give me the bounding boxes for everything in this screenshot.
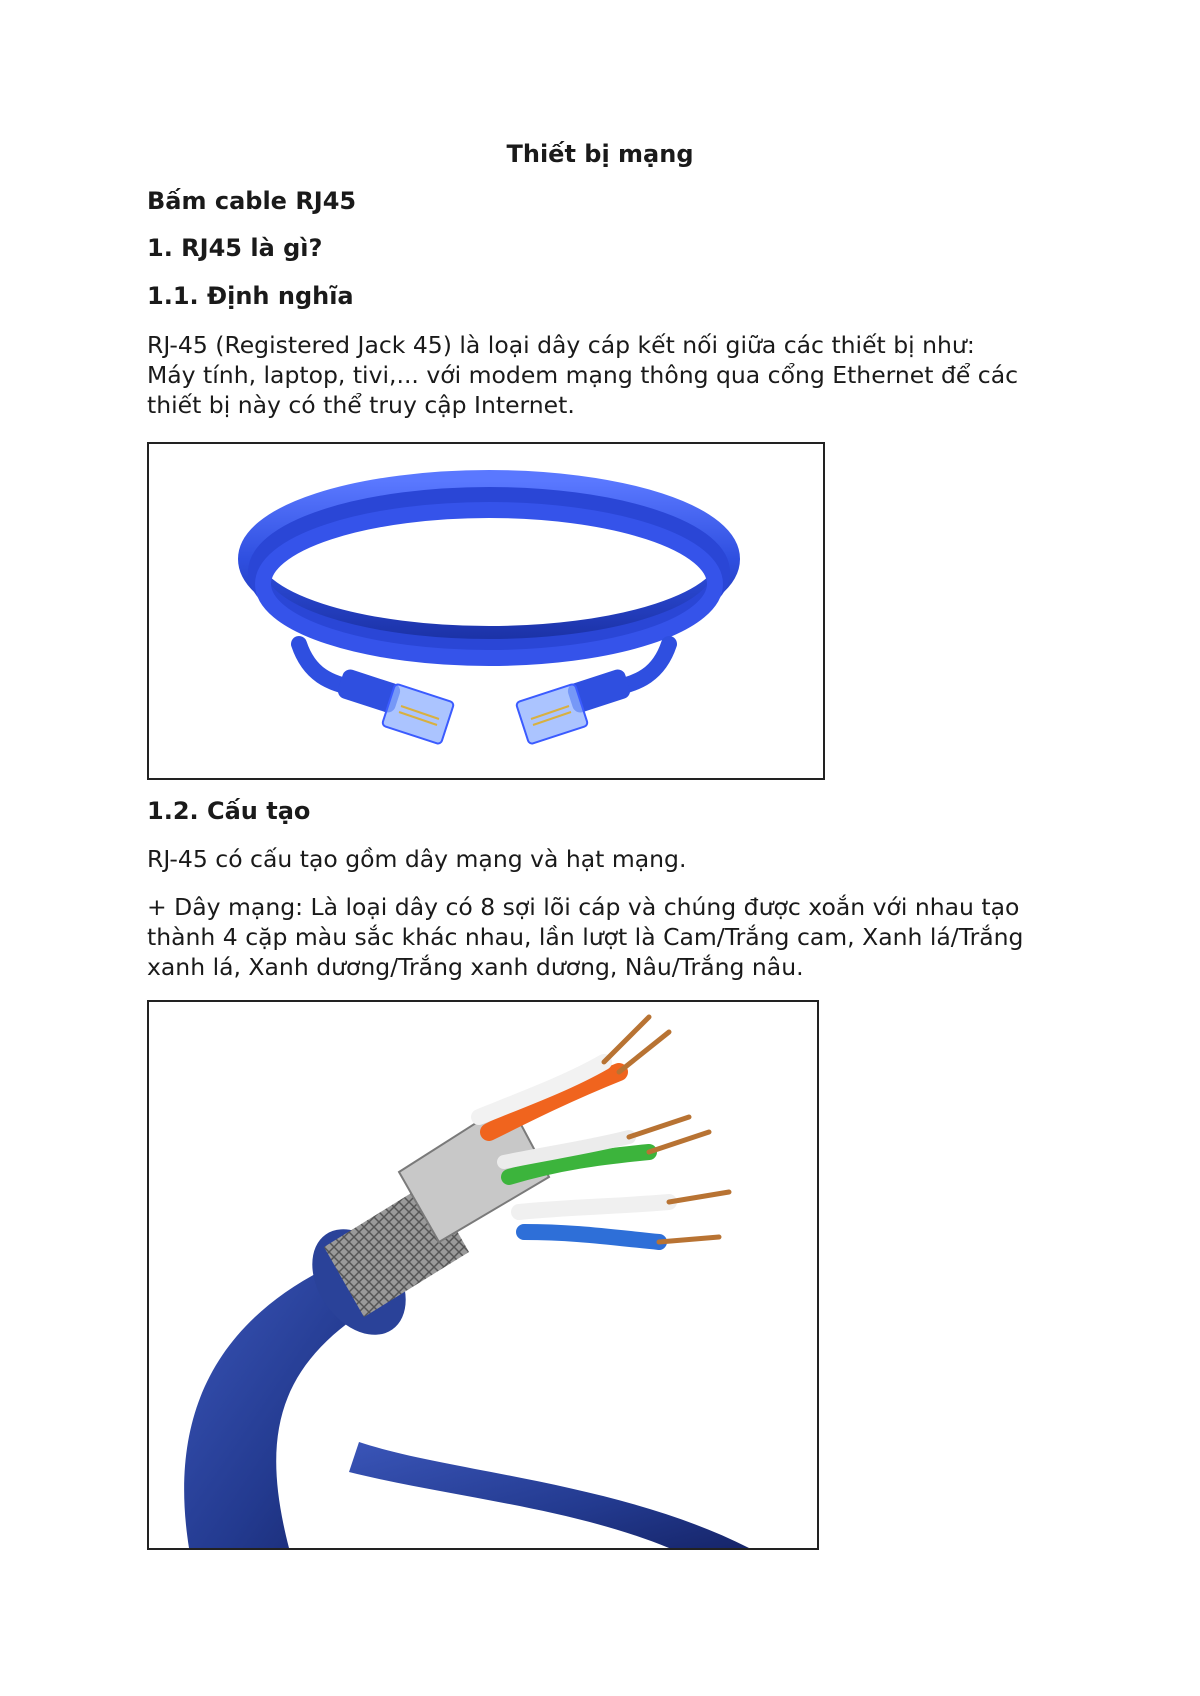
wire-description-paragraph — [147, 892, 1077, 982]
definition-line: Máy tính, laptop, tivi,... với modem mạng thông qua cổng Ethernet để các — [147, 361, 1019, 389]
definition-line: RJ-45 (Registered Jack 45) là loại dây cáp kết nối giữa các thiết bị như: — [147, 331, 975, 359]
rj45-plug-left — [382, 683, 455, 744]
cable-coil-illustration — [149, 444, 823, 778]
cable-loop — [257, 496, 721, 648]
subtitle-heading: Bấm cable RJ45 — [147, 187, 357, 215]
rj45-plug-right — [516, 683, 589, 744]
rj45-cable-image — [147, 442, 825, 780]
wire-line: thành 4 cặp màu sắc khác nhau, lần lượt là Cam/Trắng cam, Xanh lá/Trắng — [147, 923, 1024, 951]
definition-paragraph — [147, 330, 1077, 420]
definition-line: thiết bị này có thể truy cập Internet. — [147, 391, 575, 419]
wire-line: + Dây mạng: Là loại dây có 8 sợi lõi cáp và chúng được xoắn với nhau tạo — [147, 893, 1020, 921]
page-title: Thiết bị mạng — [506, 140, 694, 168]
shielded-cable-image — [147, 1000, 819, 1550]
cable-jacket-bottom — [349, 1442, 749, 1548]
twisted-pair-illustration — [149, 1002, 817, 1548]
section-1-2-heading: 1.2. Cấu tạo — [147, 797, 311, 825]
structure-intro-paragraph: RJ-45 có cấu tạo gồm dây mạng và hạt mạng. — [147, 845, 687, 873]
section-1-1-heading: 1.1. Định nghĩa — [147, 282, 354, 310]
wire-line: xanh lá, Xanh dương/Trắng xanh dương, Nâu/Trắng nâu. — [147, 953, 804, 981]
section-1-heading: 1. RJ45 là gì? — [147, 234, 323, 262]
